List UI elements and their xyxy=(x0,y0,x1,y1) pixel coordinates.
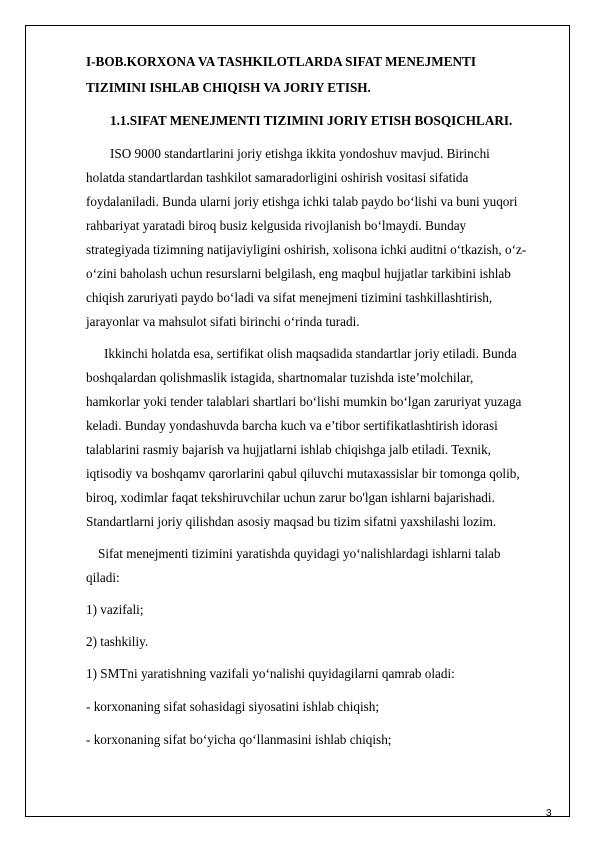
chapter-title-line1: I-BOB.KORXONA VA TASHKILOTLARDA SIFAT MENEJMENTI xyxy=(86,54,476,69)
paragraph2-line: Standartlarni joriy qilishdan asosiy maqsad bu tizim sifatni yaxshilashi lozim. xyxy=(86,514,497,529)
paragraph1-line: rahbariyat yaratadi biroq busiz kelgusida rivojlanish bo‘lmaydi. Bunday xyxy=(86,218,467,233)
paragraph2-line: keladi. Bunday yondashuvda barcha kuch va e’tibor sertifikatlashtirish idorasi xyxy=(86,418,498,433)
bullet-item: - korxonaning sifat bo‘yicha qo‘llanmasini ishlab chiqish; xyxy=(86,732,392,747)
paragraph1-line: foydalaniladi. Bunda ularni joriy etishga ichki talab paydo bo‘lishi va buni yuqori xyxy=(86,194,518,209)
paragraph2-line: iqtisodiy va boshqamv qarorlarini qabul qiluvchi mutaxassislar bir tomonga qolib, xyxy=(86,466,520,481)
section-title: 1.1.SIFAT MENEJMENTI TIZIMINI JORIY ETISH BOSQICHLARI. xyxy=(110,113,513,128)
paragraph1-line: ISO 9000 standartlarini joriy etishga ikkita yondoshuv mavjud. Birinchi xyxy=(110,146,490,161)
paragraph1-line: chiqish zaruriyati paydo bo‘ladi va sifat menejmeni tizimini tashkillashtirish, xyxy=(86,290,493,305)
paragraph2-line: hamkorlar yoki tender talablari shartlari bo‘lishi mumkin bo‘lgan zaruriyat yuzaga xyxy=(86,394,522,409)
paragraph3-line: Sifat menejmenti tizimini yaratishda quyidagi yo‘nalishlardagi ishlarni talab xyxy=(98,546,501,561)
paragraph1-line: jarayonlar va mahsulot sifati birinchi o‘rinda turadi. xyxy=(86,314,360,329)
paragraph1-line: holatda standartlardan tashkilot samaradorligini oshirish vositasi sifatida xyxy=(86,170,469,185)
list-item: 2) tashkiliy. xyxy=(86,634,149,649)
paragraph2-line: Ikkinchi holatda esa, sertifikat olish maqsadida standartlar joriy etiladi. Bunda xyxy=(104,346,517,361)
paragraph2-line: boshqalardan qolishmaslik istagida, shartnomalar tuzishda iste’molchilar, xyxy=(86,370,474,385)
paragraph2-line: talablarini rasmiy bajarish va hujjatlarni ishlab chiqishga jalb etiladi. Texnik, xyxy=(86,442,491,457)
page-number: 3 xyxy=(546,808,552,819)
chapter-title-line2: TIZIMINI ISHLAB CHIQISH VA JORIY ETISH. xyxy=(86,80,371,95)
paragraph3-line: qiladi: xyxy=(86,570,120,585)
list-item: 1) vazifali; xyxy=(86,602,144,617)
paragraph2-line: biroq, xodimlar faqat tekshiruvchilar uchun zarur bo'lgan ishlarni bajarishadi. xyxy=(86,490,495,505)
bullet-item: - korxonaning sifat sohasidagi siyosatini ishlab chiqish; xyxy=(86,699,380,714)
paragraph1-line: o‘zini baholash uchun resurslarni belgilash, eng maqbul hujjatlar tarkibini ishlab xyxy=(86,266,511,281)
paragraph1-line: strategiyada tizimning natijaviyligini oshirish, xolisona ichki auditni o‘tkazish, o‘z- xyxy=(86,242,527,257)
list-intro: 1) SMTni yaratishning vazifali yo‘nalishi quyidagilarni qamrab oladi: xyxy=(86,666,455,681)
